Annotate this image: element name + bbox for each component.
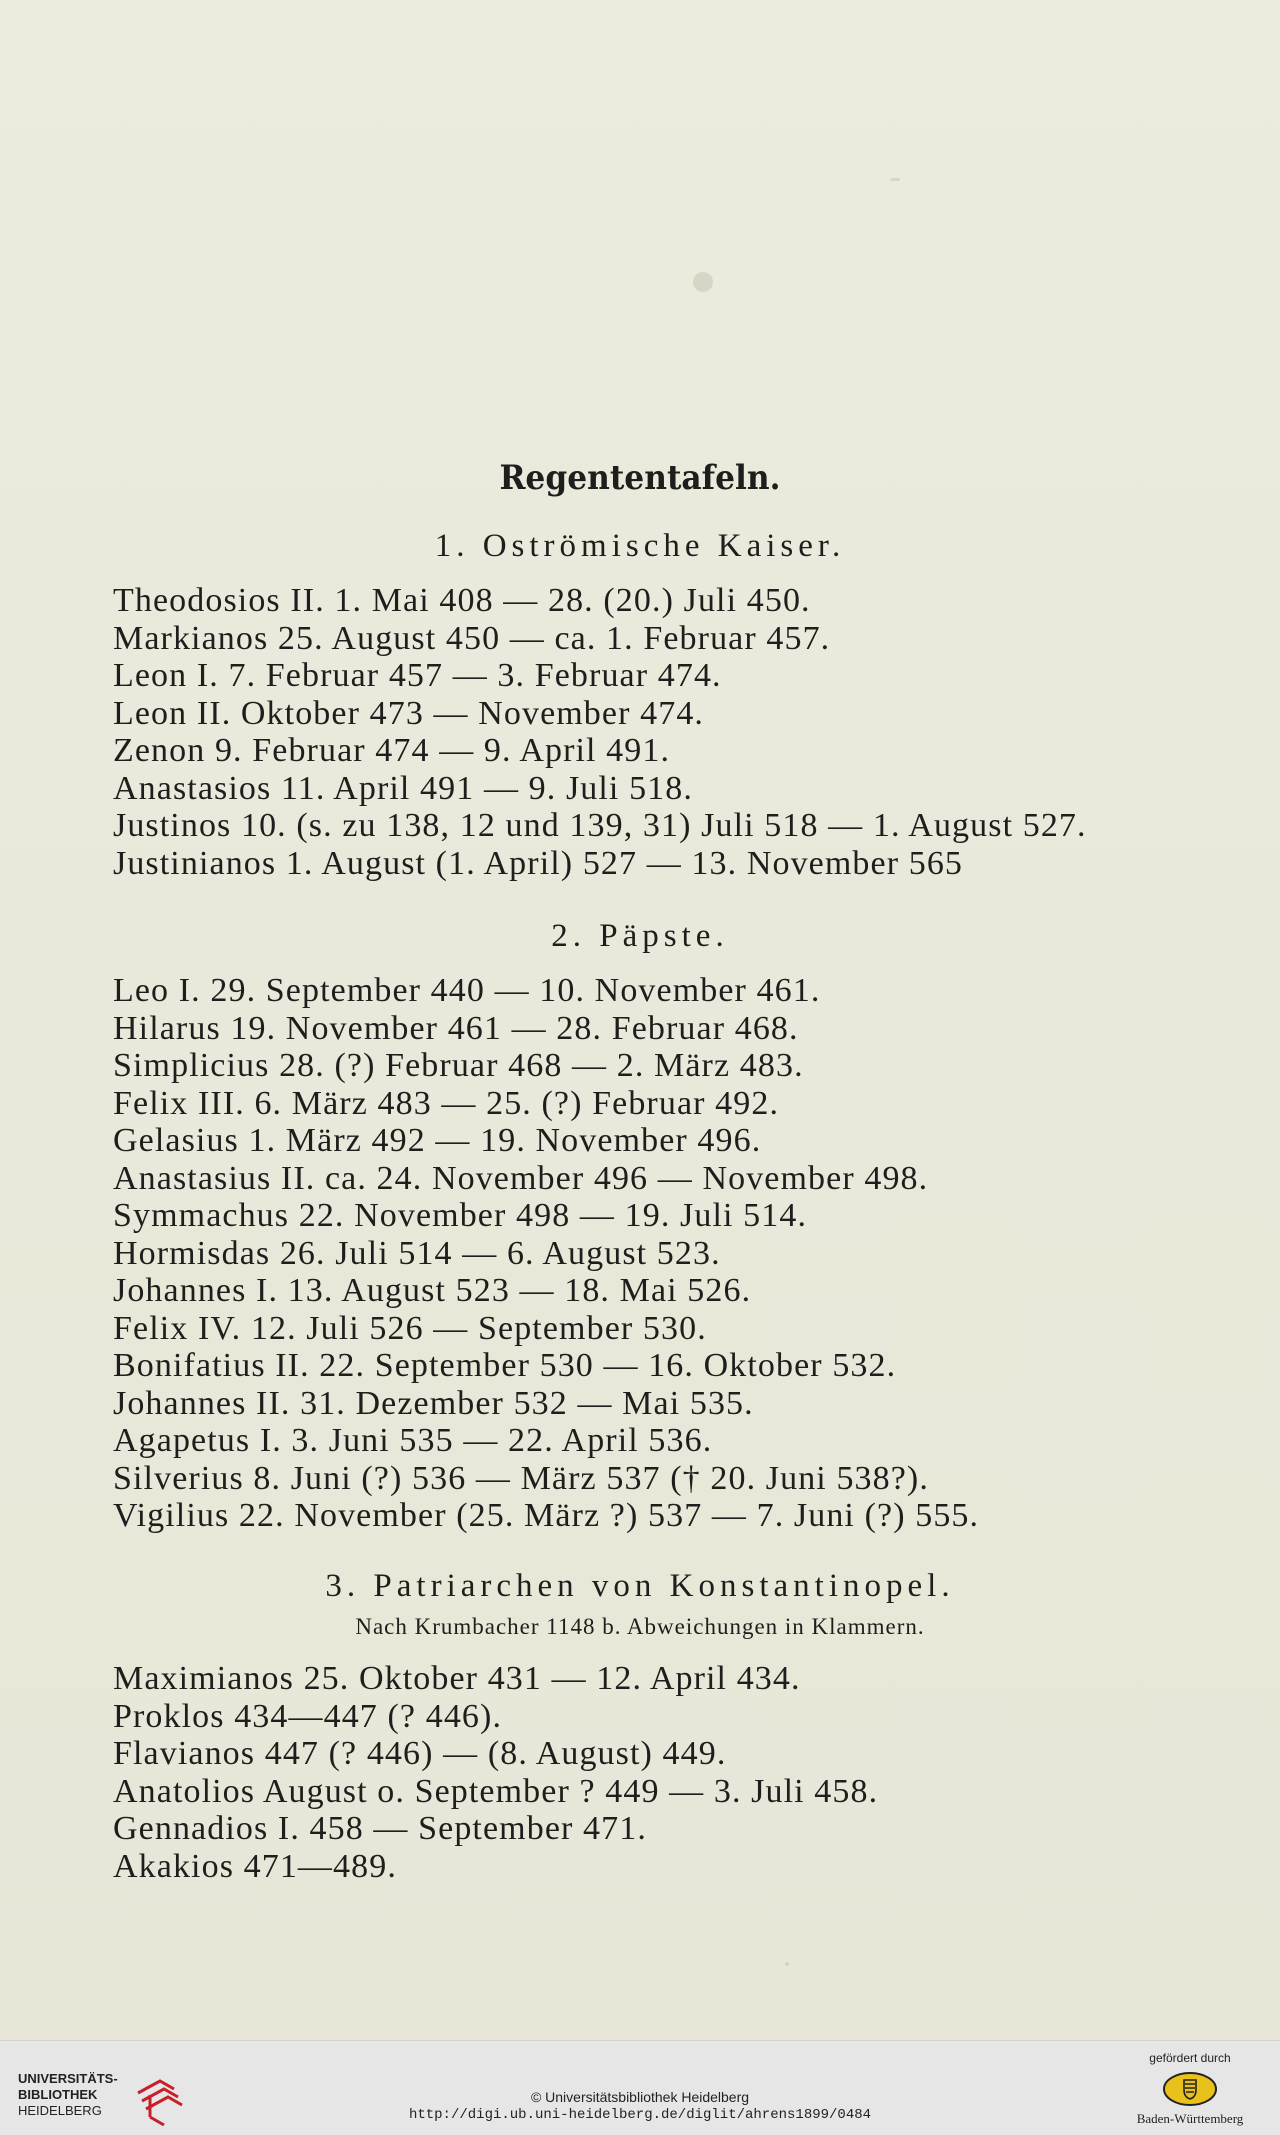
popes-list	[113, 972, 979, 1535]
page-title: Regententafeln.	[499, 458, 781, 498]
list-item: Akakios 471—489.	[113, 1847, 397, 1885]
patriarchs-list	[113, 1660, 878, 1885]
library-name-line: BIBLIOTHEK	[18, 2087, 98, 2102]
list-item: Vigilius 22. November (25. März ?) 537 — 7. Juni (?) 555.	[113, 1497, 980, 1534]
list-item: Anatolios August o. September ? 449 — 3. Juli 458.	[113, 1772, 879, 1810]
list-item: Leon II. Oktober 473 — November 474.	[113, 694, 705, 732]
list-item: Hormisdas 26. Juli 514 — 6. August 523.	[113, 1234, 721, 1272]
list-item: Anastasios 11. April 491 — 9. Juli 518.	[113, 769, 693, 807]
list-item: Markianos 25. August 450 — ca. 1. Februar 457.	[113, 619, 831, 657]
funded-by-label: gefördert durch	[1149, 2051, 1231, 2065]
copyright-notice: © Universitätsbibliothek Heidelberg	[530, 2089, 750, 2105]
list-item: Felix III. 6. März 483 — 25. (?) Februar 492.	[113, 1084, 780, 1122]
list-item: Leo I. 29. September 440 — 10. November 461.	[113, 972, 821, 1009]
list-item: Zenon 9. Februar 474 — 9. April 491.	[113, 732, 671, 769]
list-item: Justinianos 1. August (1. April) 527 — 13. November 565	[113, 844, 964, 882]
list-item: Hilarus 19. November 461 — 28. Februar 468.	[113, 1009, 799, 1047]
list-item: Silverius 8. Juni (?) 536 — März 537 († 20. Juni 538?).	[113, 1459, 929, 1497]
list-item: Maximianos 25. Oktober 431 — 12. April 434.	[113, 1660, 801, 1697]
permalink-url[interactable]: http://digi.ub.uni-heidelberg.de/diglit/ahrens1899/0484	[408, 2107, 872, 2123]
paper-speck	[693, 272, 713, 292]
list-item: Flavianos 447 (? 446) — (8. August) 449.	[113, 1735, 727, 1772]
section-heading-popes: 2. Päpste.	[551, 918, 729, 954]
list-item: Johannes II. 31. Dezember 532 — Mai 535.	[113, 1384, 754, 1422]
emperors-list	[113, 582, 1087, 882]
list-item: Johannes I. 13. August 523 — 18. Mai 526.	[113, 1272, 752, 1309]
list-item: Leon I. 7. Februar 457 — 3. Februar 474.	[113, 657, 722, 694]
list-item: Gennadios I. 458 — September 471.	[113, 1810, 647, 1847]
section-heading-patriarchs: 3. Patriarchen von Konstantinopel.	[325, 1568, 955, 1604]
list-item: Symmachus 22. November 498 — 19. Juli 514.	[113, 1197, 808, 1234]
section-note: Nach Krumbacher 1148 b. Abweichungen in Klammern.	[355, 1614, 925, 1639]
paper-speck	[785, 1962, 789, 1966]
baden-wuerttemberg-coat-of-arms-icon	[1162, 2071, 1218, 2107]
footer-bar	[0, 2040, 1280, 2135]
paper-speck	[890, 178, 900, 181]
library-name-line: UNIVERSITÄTS-	[18, 2071, 118, 2086]
section-heading-emperors: 1. Oströmische Kaiser.	[434, 528, 846, 564]
list-item: Anastasius II. ca. 24. November 496 — November 498.	[113, 1159, 929, 1197]
list-item: Bonifatius II. 22. September 530 — 16. Oktober 532.	[113, 1347, 897, 1384]
list-item: Gelasius 1. März 492 — 19. November 496.	[113, 1122, 762, 1159]
list-item: Justinos 10. (s. zu 138, 12 und 139, 31) Juli 518 — 1. August 527.	[113, 807, 1087, 844]
library-name-line: HEIDELBERG	[18, 2103, 102, 2118]
list-item: Felix IV. 12. Juli 526 — September 530.	[113, 1309, 707, 1347]
list-item: Agapetus I. 3. Juni 535 — 22. April 536.	[113, 1422, 713, 1459]
list-item: Proklos 434—447 (? 446).	[113, 1697, 503, 1735]
funding-notice	[1120, 2051, 1260, 2127]
list-item: Theodosios II. 1. Mai 408 — 28. (20.) Juli 450.	[113, 582, 811, 619]
state-name: Baden-Württemberg	[1136, 2111, 1244, 2126]
list-item: Simplicius 28. (?) Februar 468 — 2. März 483.	[113, 1047, 804, 1084]
